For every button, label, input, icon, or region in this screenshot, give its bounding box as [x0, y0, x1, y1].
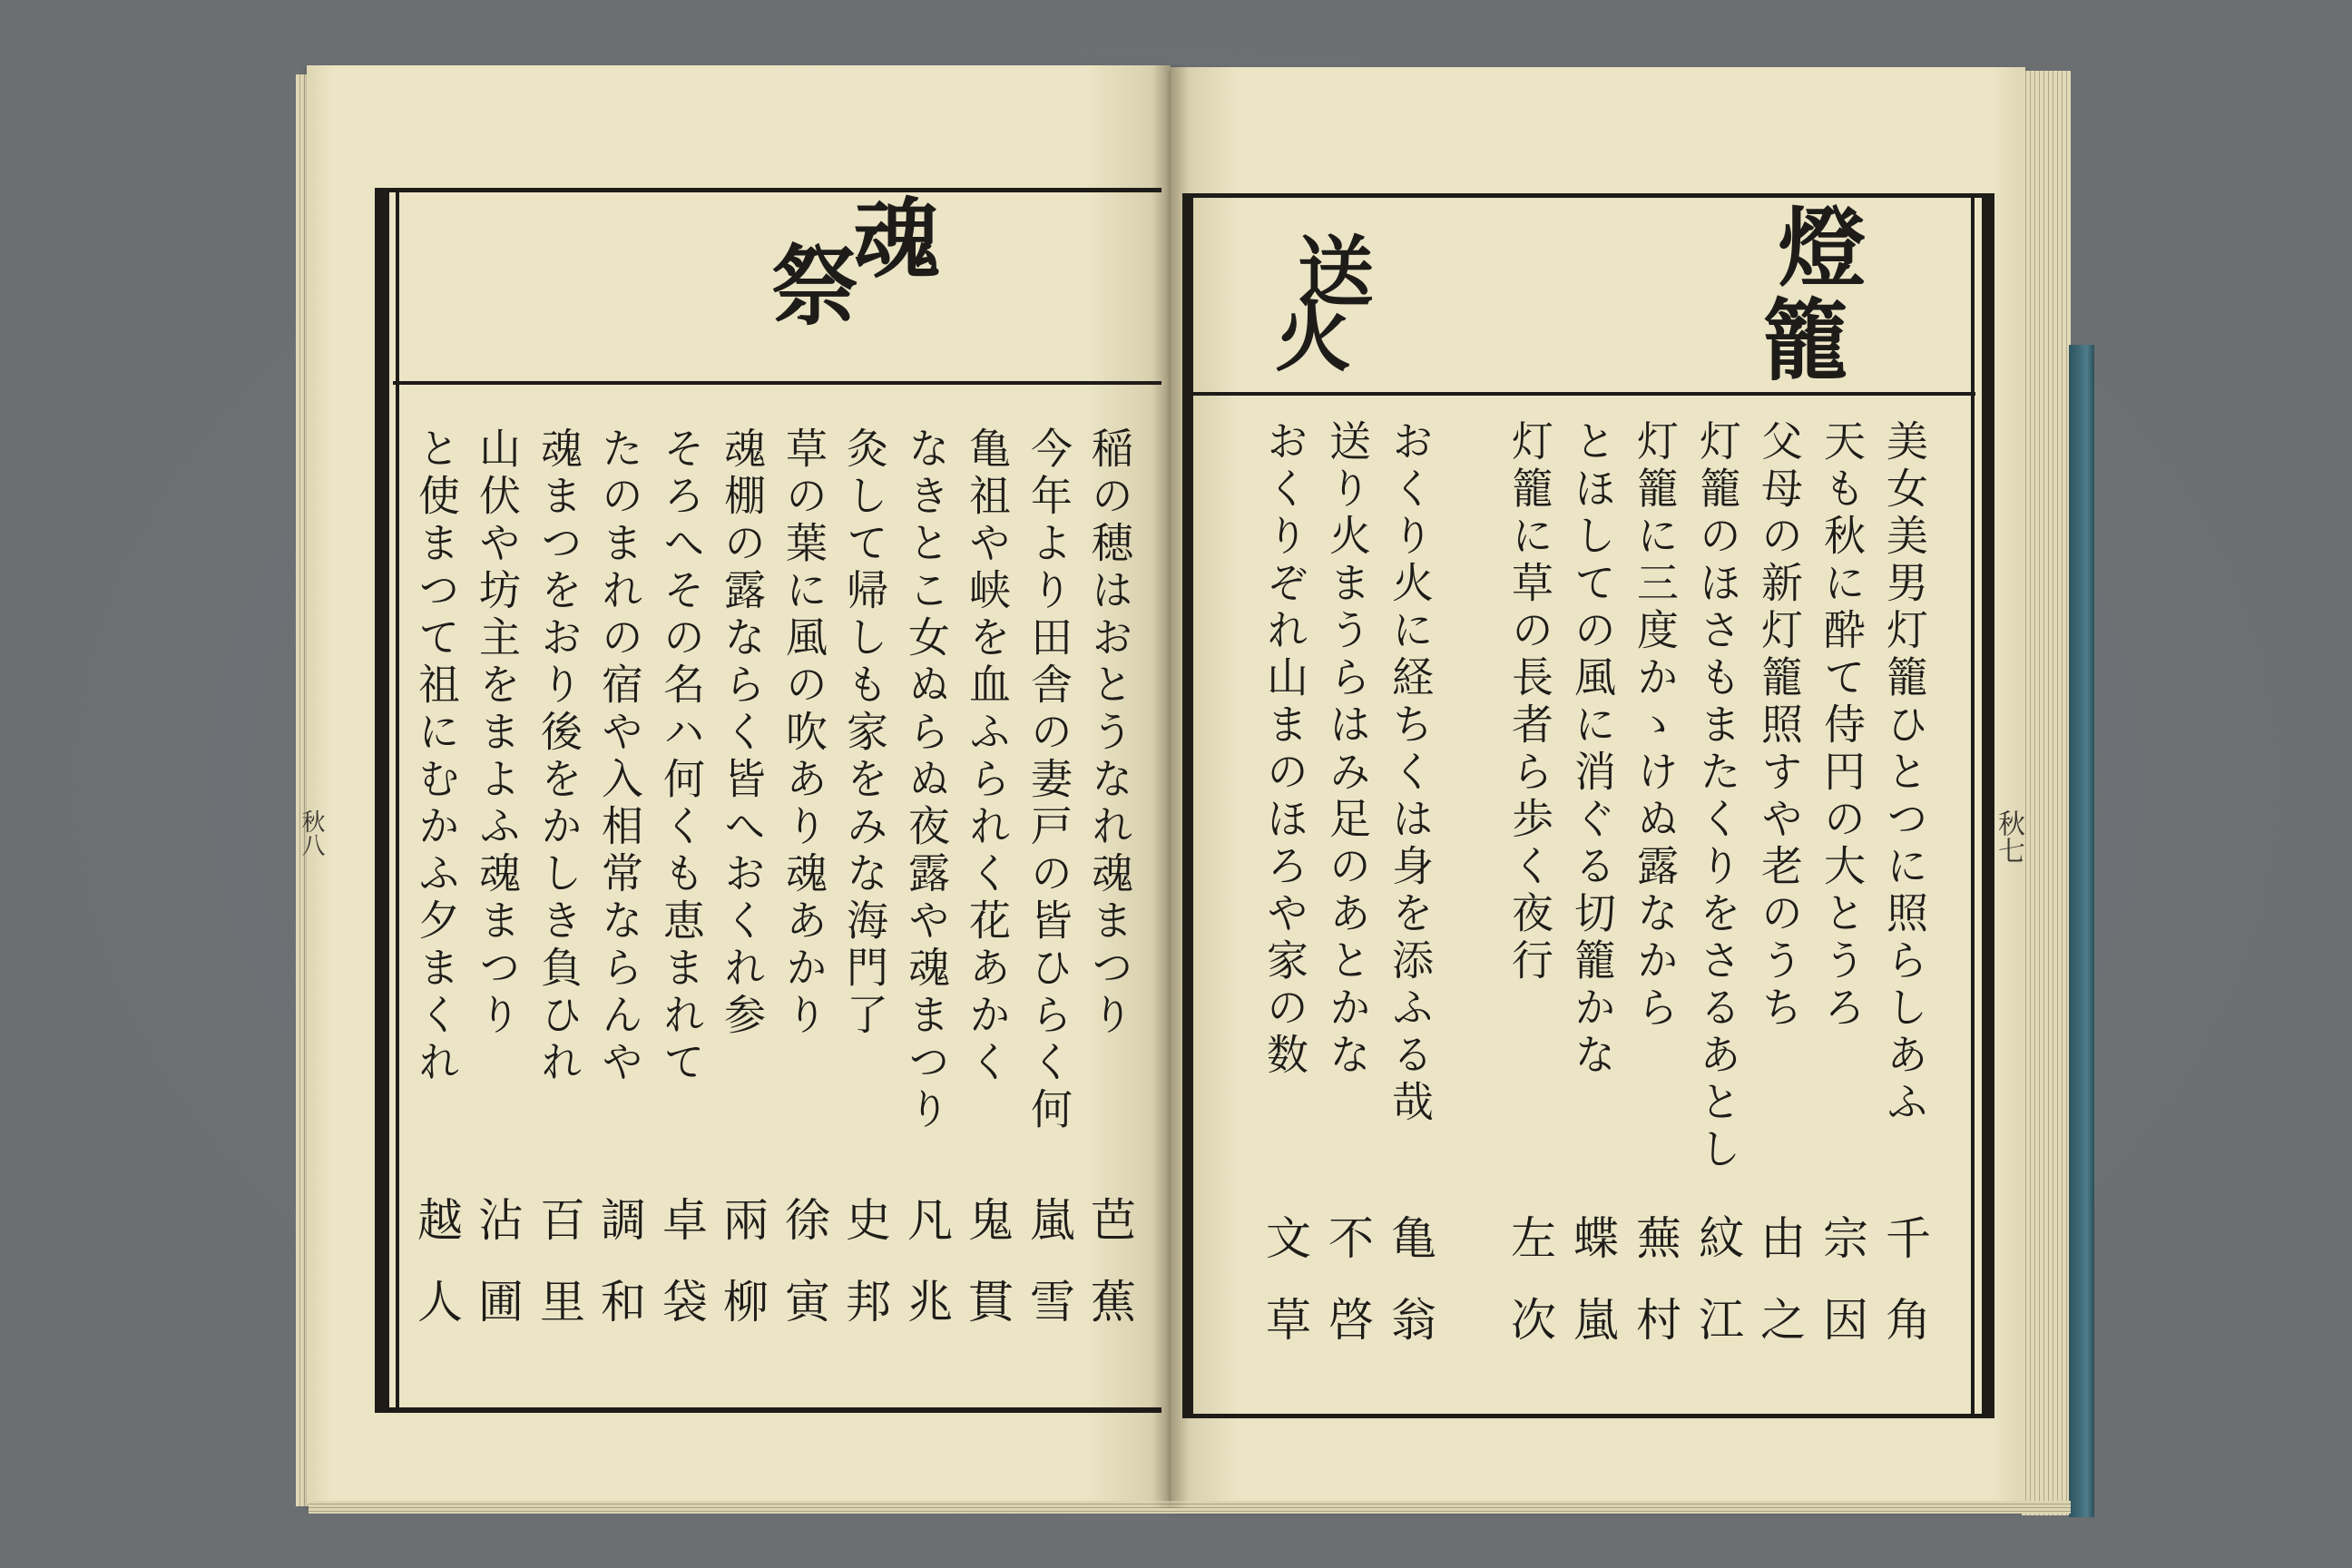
verse-text: 魂棚の露ならく皆へおくれ参 — [718, 426, 767, 1040]
verse-text: 稲の穂はおとうなれ魂まつり — [1085, 426, 1134, 1040]
verse-author: 史邦 — [838, 1196, 891, 1359]
right-heading-main-char-1: 燈 — [1779, 197, 1866, 299]
verse-text: 灯籠に草の長者ら歩く夜行 — [1505, 419, 1554, 985]
verse-author: 芭蕉 — [1083, 1196, 1136, 1359]
verse-text: とほしての風に消ぐる切籠かな — [1568, 419, 1617, 1080]
verse-author: 亀翁 — [1384, 1214, 1436, 1377]
verse-text: 送り火まうらはみ足のあとかな — [1323, 419, 1372, 1080]
verse-text: おくりぞれ山まのほろや家の数 — [1260, 419, 1309, 1080]
verse-author: 蕪村 — [1629, 1214, 1681, 1377]
right-header-divider — [1193, 392, 1975, 396]
verse-text: 灯籠に三度かゝけぬ露なから — [1631, 419, 1680, 1033]
verse-author: 徐寅 — [778, 1196, 830, 1359]
verse-text: おくり火に経ちくは身を添ふる哉 — [1386, 419, 1435, 1127]
verse-text: 草の葉に風の吹あり魂あかり — [779, 426, 828, 1040]
verse-text: 灯籠のほさもまたくりをさるあとし — [1693, 419, 1742, 1174]
verse-author: 沾圃 — [471, 1196, 524, 1359]
verse-text: 美女美男灯籠ひとつに照らしあふ — [1880, 419, 1929, 1127]
right-heading-main-char-2: 籠 — [1762, 289, 1849, 392]
left-heading-char-2: 祭 — [771, 235, 858, 338]
verse-author: 兩柳 — [716, 1196, 769, 1359]
verse-author: 百里 — [533, 1196, 585, 1359]
book-cover-edge — [2069, 345, 2094, 1517]
left-heading-char-1: 魂 — [853, 188, 940, 290]
verse-author: 蝶嵐 — [1566, 1214, 1619, 1377]
verse-text: 亀祖や峡を血ふられく花あかく — [963, 426, 1012, 1087]
left-folio: 秋八 — [298, 809, 325, 857]
verse-author: 不啓 — [1321, 1214, 1374, 1377]
verse-author: 卓袋 — [655, 1196, 708, 1359]
right-heading-sub-char-2: 火 — [1275, 292, 1352, 382]
right-folio: 秋七 — [1993, 809, 2024, 864]
verse-text: 魂まつをおり後をかしき負ひれ — [534, 426, 583, 1087]
verse-text: 山伏や坊主をまよふ魂まつり — [473, 426, 522, 1040]
verse-text: 今年より田舎の妻戸の皆ひらく何 — [1024, 426, 1073, 1134]
verse-text: と使まつて祖にむかふ夕まくれ — [412, 426, 461, 1087]
verse-author: 紋江 — [1691, 1214, 1744, 1377]
verse-author: 越人 — [410, 1196, 463, 1359]
left-frame-inner-rule — [396, 191, 399, 1411]
verse-author: 調和 — [593, 1196, 646, 1359]
left-header-divider — [393, 381, 1161, 385]
verse-text: たのまれの宿や入相常ならんや — [595, 426, 644, 1087]
right-frame-inner-rule — [1971, 196, 1975, 1416]
verse-author: 鬼貫 — [961, 1196, 1014, 1359]
verse-text: 天も秋に酔て侍円の大とうろ — [1818, 419, 1867, 1033]
right-page-edges — [2022, 71, 2071, 1515]
verse-text: そろへその名ハ何くも恵まれて — [657, 426, 706, 1087]
verse-author: 文草 — [1259, 1214, 1311, 1377]
verse-author: 左次 — [1504, 1214, 1556, 1377]
verse-author: 宗因 — [1816, 1214, 1868, 1377]
verse-text: 灸して帰しも家をみな海門了 — [840, 426, 889, 1040]
verse-text: なきとこ女ぬらぬ夜露や魂まつり — [902, 426, 951, 1134]
verse-author: 凡兆 — [900, 1196, 953, 1359]
right-heading-sub-char-1: 送 — [1298, 227, 1375, 317]
verse-author: 千角 — [1878, 1214, 1931, 1377]
verse-author: 嵐雪 — [1023, 1196, 1075, 1359]
verse-text: 父母の新灯籠照すや老のうち — [1755, 419, 1804, 1033]
verse-author: 由之 — [1753, 1214, 1806, 1377]
